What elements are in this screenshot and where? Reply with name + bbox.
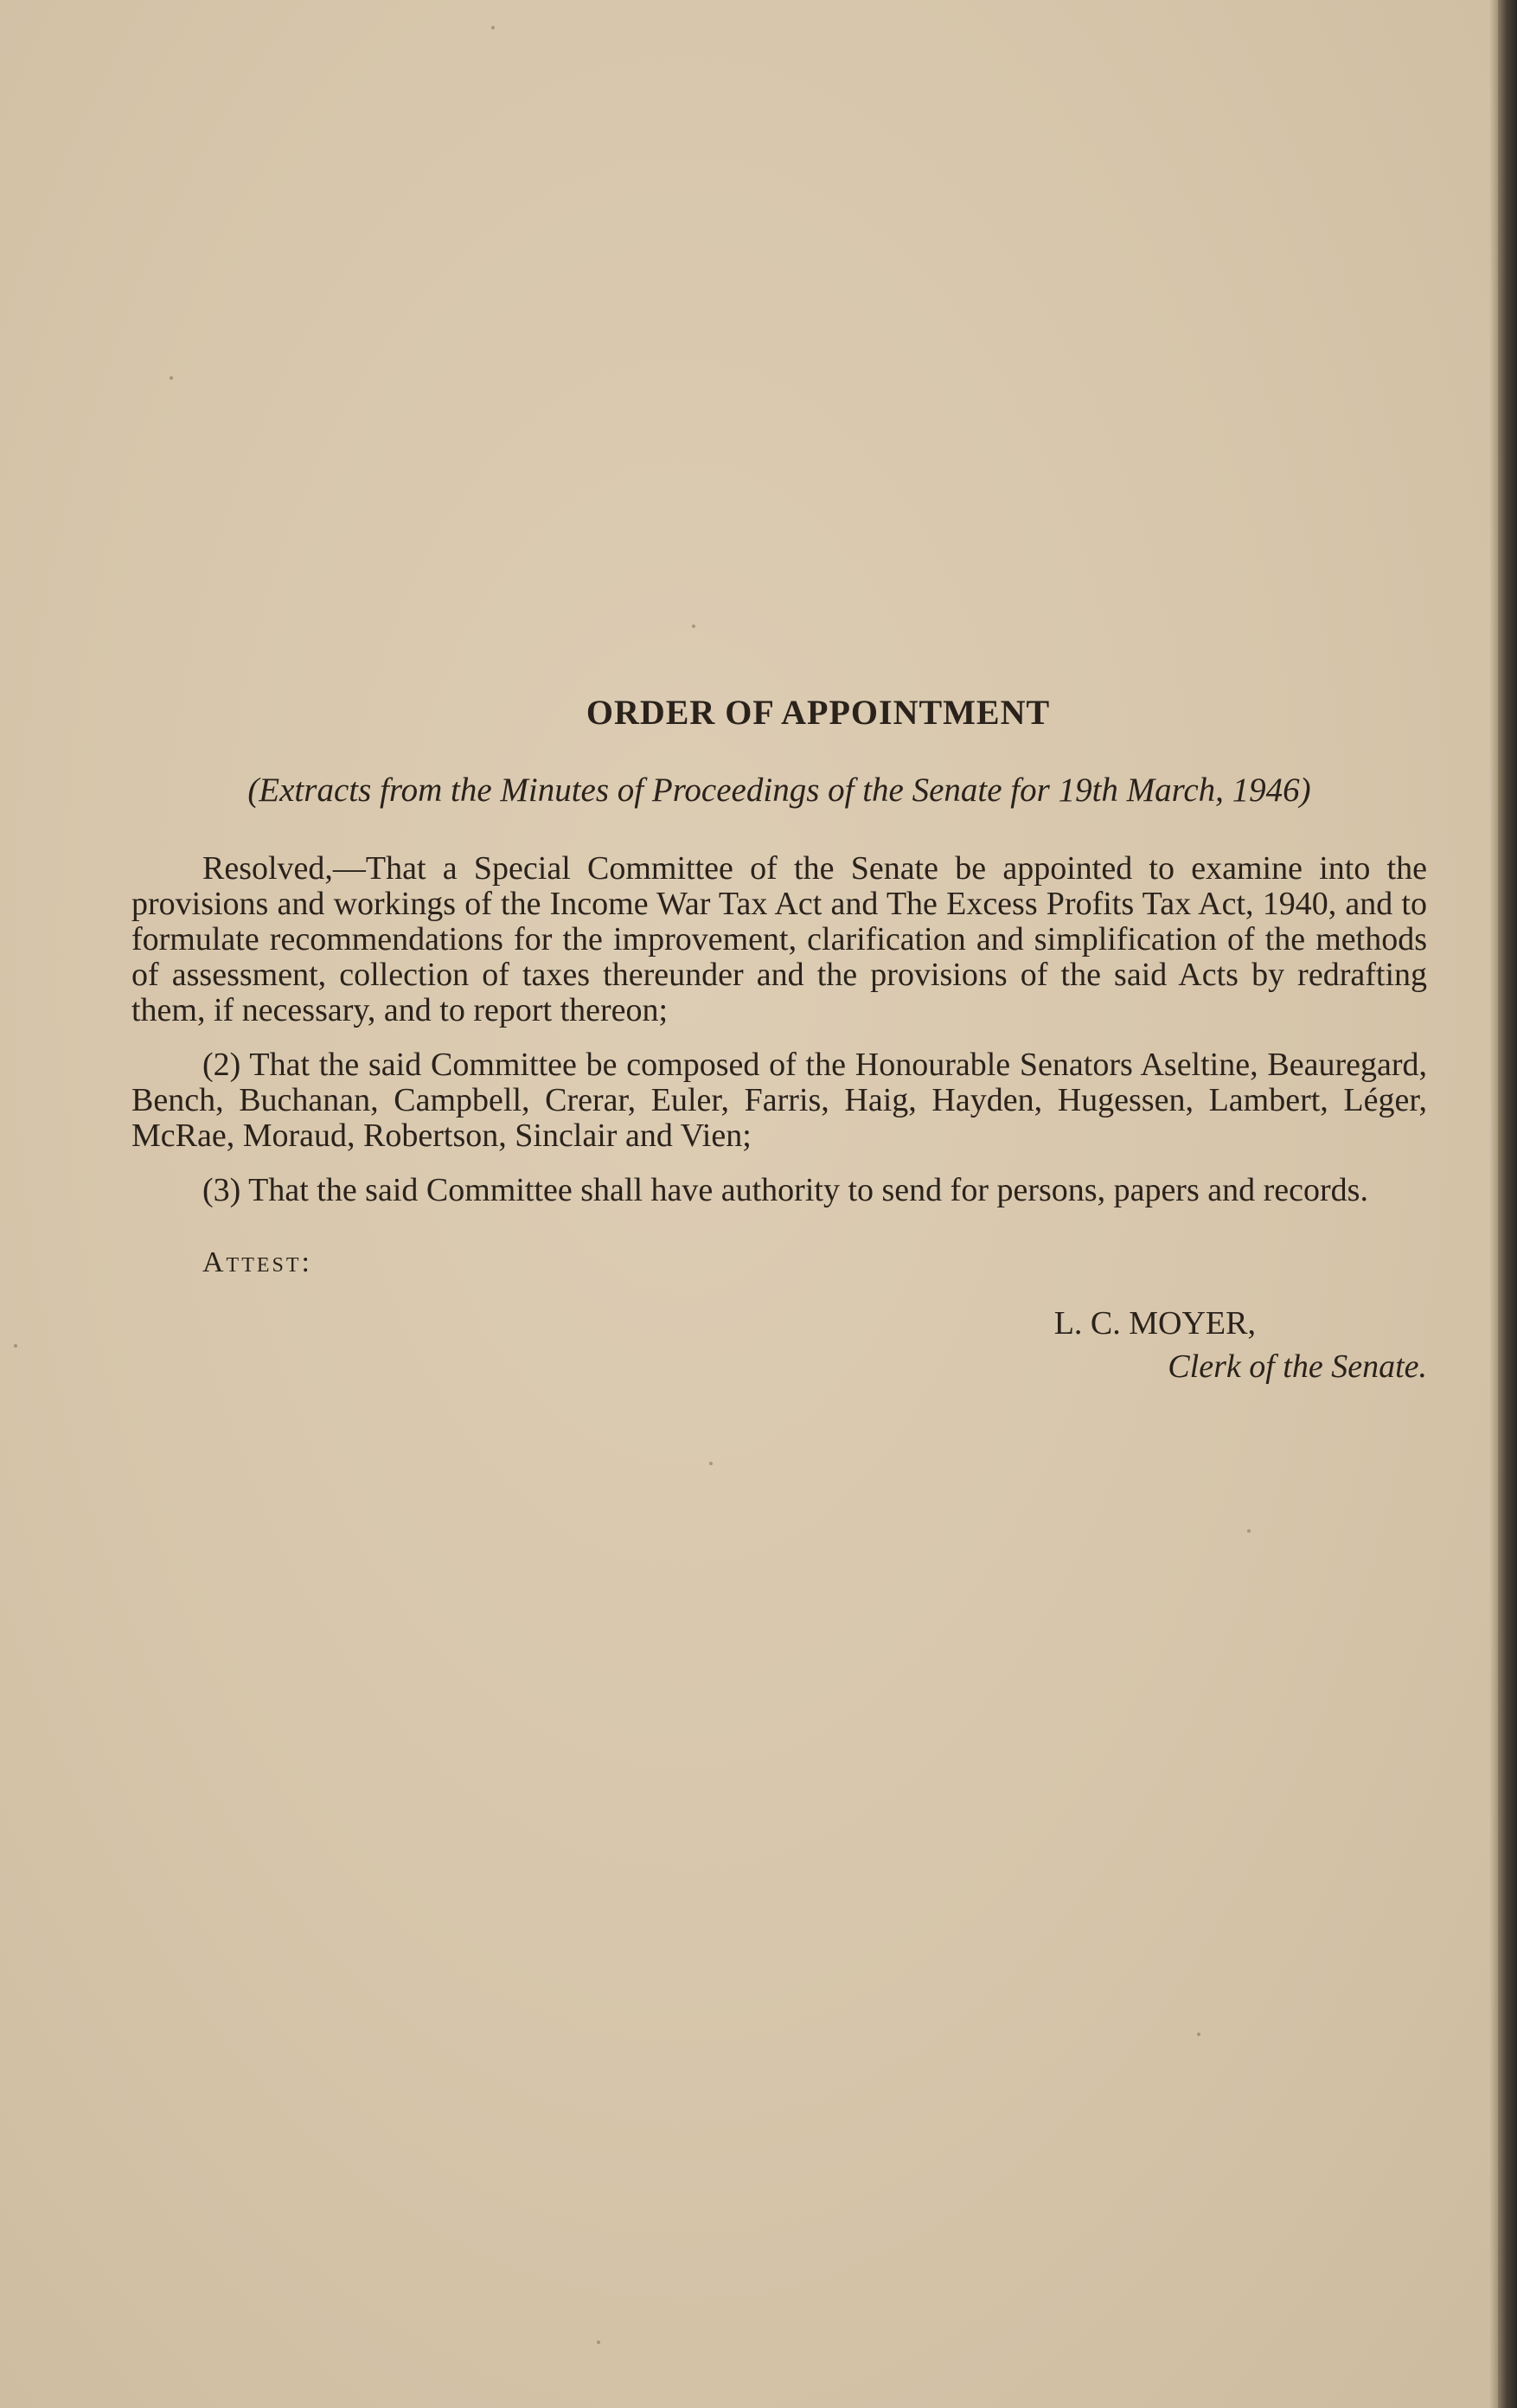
- paper-speck: [709, 1462, 713, 1465]
- committee-authority-paragraph: (3) That the said Committee shall have authority to send for persons, papers and records.: [202, 1172, 1368, 1208]
- paper-speck: [170, 376, 173, 380]
- document-body: [131, 692, 1427, 1388]
- paper-speck: [692, 624, 695, 628]
- signatory-name: L. C. MOYER,: [1053, 1305, 1256, 1342]
- committee-composition-paragraph: (2) That the said Committee be composed of the Honourable Senators Aseltine, Beauregard, Bench, Buchanan, Campbell, Crerar, Euler, Farris, Haig, Hayden, Hugessen, Lambert, Léger, McRae, Moraud, Robertson, Sinclair and Vien;: [131, 1047, 1427, 1154]
- attest-label: Attest:: [202, 1246, 312, 1278]
- resolution-paragraph: Resolved,—That a Special Committee of the Senate be appointed to examine into the provisions and workings of the Income War Tax Act and The Excess Profits Tax Act, 1940, and to formulate recommendations for the improvement, clarification and simplification of the methods of assessment, collection of taxes thereunder and the provisions of the said Acts by redrafting them, if necessary, and to report thereon;: [131, 850, 1427, 1028]
- signature-block: [131, 1302, 1427, 1388]
- paper-speck: [1247, 1529, 1251, 1533]
- binding-shadow: [1489, 0, 1498, 2408]
- paper-speck: [1197, 2033, 1200, 2036]
- page-title: ORDER OF APPOINTMENT: [586, 693, 1051, 732]
- document-subtitle: (Extracts from the Minutes of Proceedings of the Senate for 19th March, 1946): [247, 772, 1311, 809]
- paper-speck: [14, 1344, 17, 1348]
- binding-edge: [1498, 0, 1517, 2408]
- signatory-title: Clerk of the Senate.: [1168, 1348, 1427, 1385]
- paper-speck: [491, 26, 495, 29]
- paper-speck: [597, 2341, 600, 2344]
